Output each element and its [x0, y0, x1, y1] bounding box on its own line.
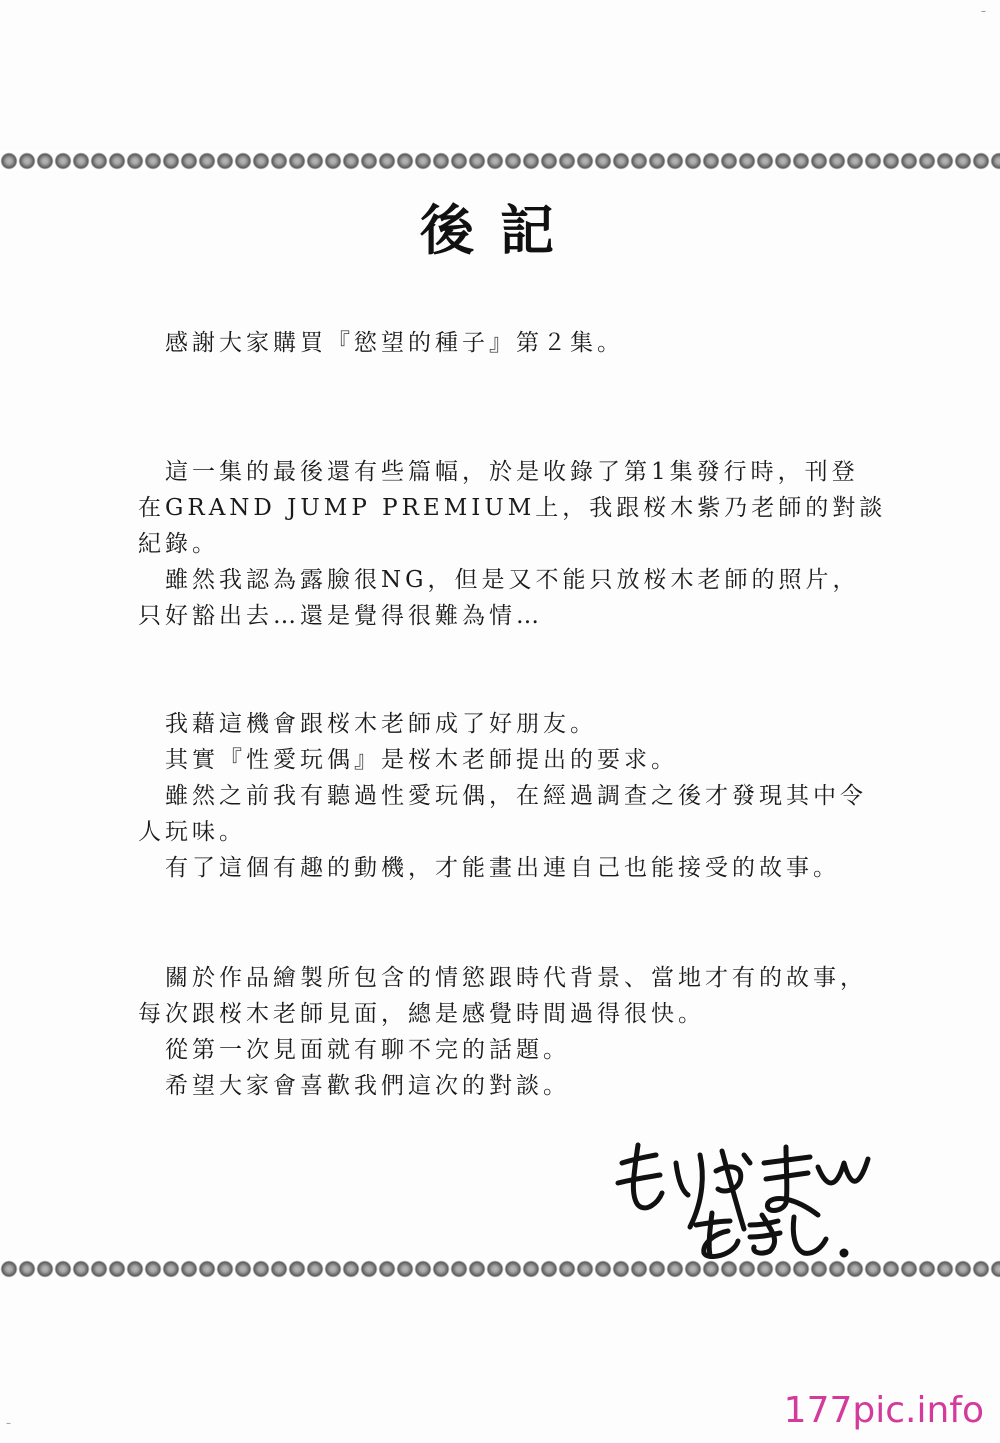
text-line: 從第一次見面就有聊不完的話題。 [138, 1037, 570, 1063]
text-line: 希望大家會喜歡我們這次的對談。 [138, 1073, 570, 1099]
text-line: 紀錄。 [138, 531, 219, 557]
watermark: 177pic.info [783, 1390, 984, 1431]
paragraph-2 [138, 454, 898, 634]
handwritten-signature [604, 1133, 874, 1263]
text-line: 我藉這機會跟桜木老師成了好朋友。 [138, 711, 597, 737]
corner-mark: – [981, 6, 986, 17]
text-line: 每次跟桜木老師見面，總是感覺時間過得很快。 [138, 1001, 705, 1027]
paragraph-4 [138, 960, 898, 1104]
text-line: 在GRAND JUMP PREMIUM上，我跟桜木紫乃老師的對談 [138, 495, 887, 521]
paragraph-3 [138, 706, 898, 886]
dotted-border-top [0, 151, 1000, 171]
text-line: 只好豁出去…還是覺得很難為情… [138, 603, 543, 629]
page-title: 後記 [420, 199, 580, 262]
paragraph-1 [138, 325, 898, 361]
text-line: 有了這個有趣的動機，才能畫出連自己也能接受的故事。 [138, 855, 840, 881]
text-line: 雖然之前我有聽過性愛玩偶，在經過調查之後才發現其中令 [138, 783, 867, 809]
text-line: 雖然我認為露臉很NG，但是又不能只放桜木老師的照片， [138, 567, 860, 593]
text-line: 這一集的最後還有些篇幅，於是收錄了第1集發行時，刊登 [138, 459, 859, 485]
dotted-border-bottom [0, 1259, 1000, 1279]
text-line: 關於作品繪製所包含的情慾跟時代背景、當地才有的故事， [138, 965, 867, 991]
text-line: 人玩味。 [138, 819, 246, 845]
text-line: 其實『性愛玩偶』是桜木老師提出的要求。 [138, 747, 678, 773]
text-line: 感謝大家購買『慾望的種子』第２集。 [138, 330, 624, 356]
bottom-left-mark: – [6, 1418, 11, 1429]
